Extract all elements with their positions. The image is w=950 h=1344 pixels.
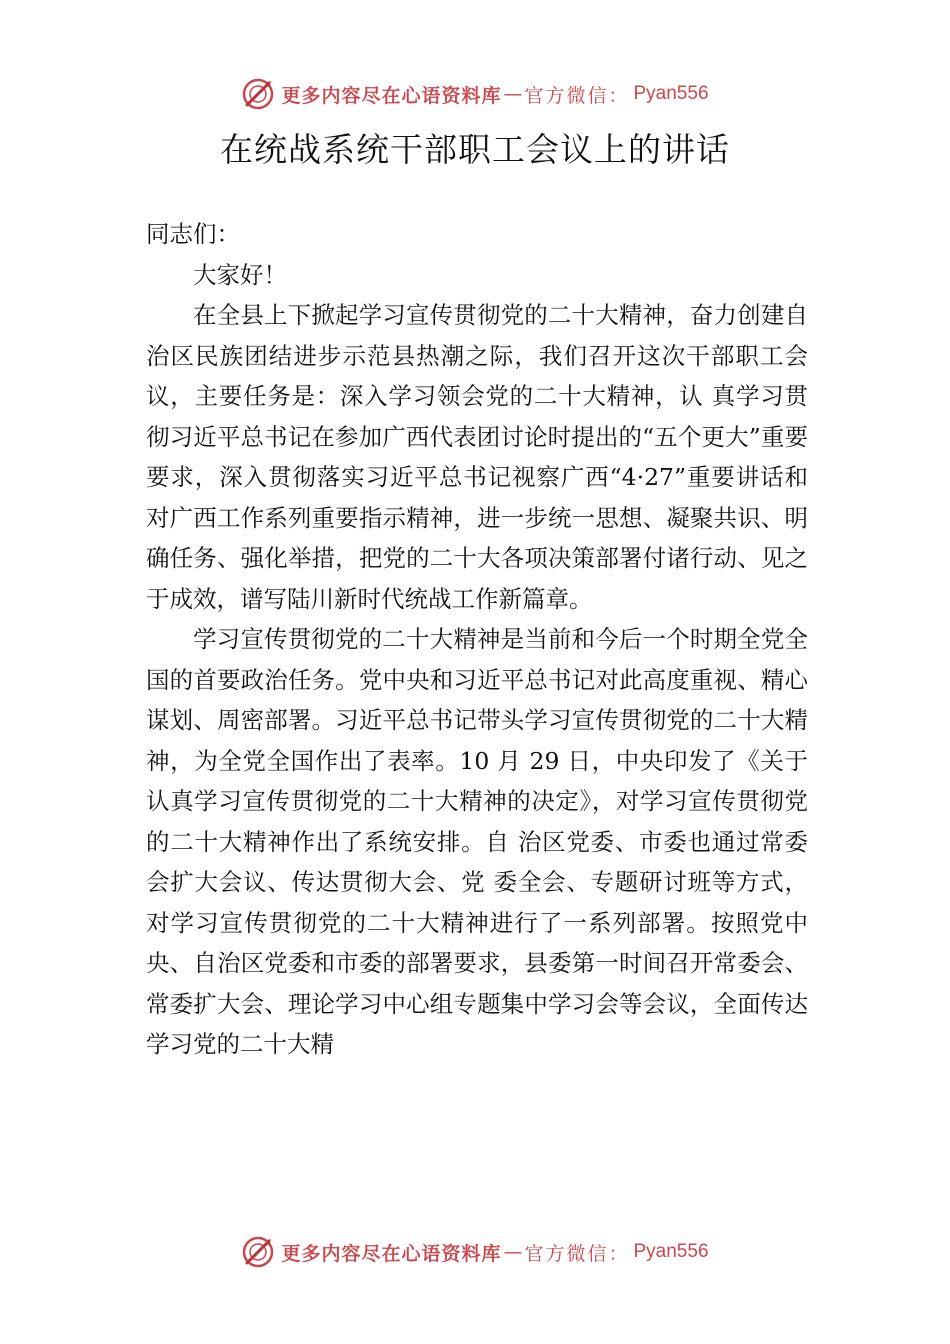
watermark-brand: 更多内容尽在心语资料库 xyxy=(281,84,502,107)
salutation: 同志们： xyxy=(146,220,240,248)
brush-logo-icon xyxy=(241,77,275,111)
watermark-label: 官方微信： xyxy=(524,84,630,107)
document-title: 在统战系统干部职工会议上的讲话 xyxy=(220,130,730,169)
watermark-brand: 更多内容尽在心语资料库 xyxy=(281,1242,502,1265)
greeting: 大家好！ xyxy=(193,260,287,289)
watermark-label: 官方微信： xyxy=(524,1242,630,1265)
watermark-id: Pyan556 xyxy=(633,1241,709,1262)
watermark-header xyxy=(0,74,950,114)
watermark-footer xyxy=(0,1232,950,1272)
watermark-id: Pyan556 xyxy=(633,83,709,104)
document-body xyxy=(146,214,808,1065)
watermark-dash: — xyxy=(503,1241,523,1263)
brush-logo-icon xyxy=(241,1235,275,1269)
paragraph-2: 学习宣传贯彻党的二十大精神是当前和今后一个时期全党全国的首要政治任务。党中央和习近平总书记对此高度重视、精心谋划、周密部署。习近平总书记带头学习宣传贯彻党的二十大精神，为全党全国作出了表率。10 月 29 日，中央印发了《关于认真学习宣传贯彻党的二十大精神的决定》，对学习宣传贯彻党的二十大精神作出了系统安排。自 治区党委、市委也通过常委会扩大会议、传达贯彻大会、党 委全会、专题研讨班等方式，对学习宣传贯彻党的二十大精神进行了一系列部署。按照党中央、自治区党委和市委的部署要求，县委第一时间召开常委会、常委扩大会、理论学习中心组专题集中学习会等会议，全面传达学习党的二十大精 xyxy=(146,625,808,1058)
watermark-dash: — xyxy=(503,83,523,105)
paragraph-1: 在全县上下掀起学习宣传贯彻党的二十大精神，奋力创建自治区民族团结进步示范县热潮之际，我们召开这次干部职工会议，主要任务是：深入学习领会党的二十大精神，认 真学习贯彻习近平总书记在参加广西代表团讨论时提出的“五个更大”重要要求，深入贯彻落实习近平总书记视察广西“4·27”重要讲话和对广西工作系列重要指示精神，进一步统一思想、凝聚共识、明确任务、强化举措，把党的二十大各项决策部署付诸行动、见之于成效，谱写陆川新时代统战工作新篇章。 xyxy=(146,301,808,613)
